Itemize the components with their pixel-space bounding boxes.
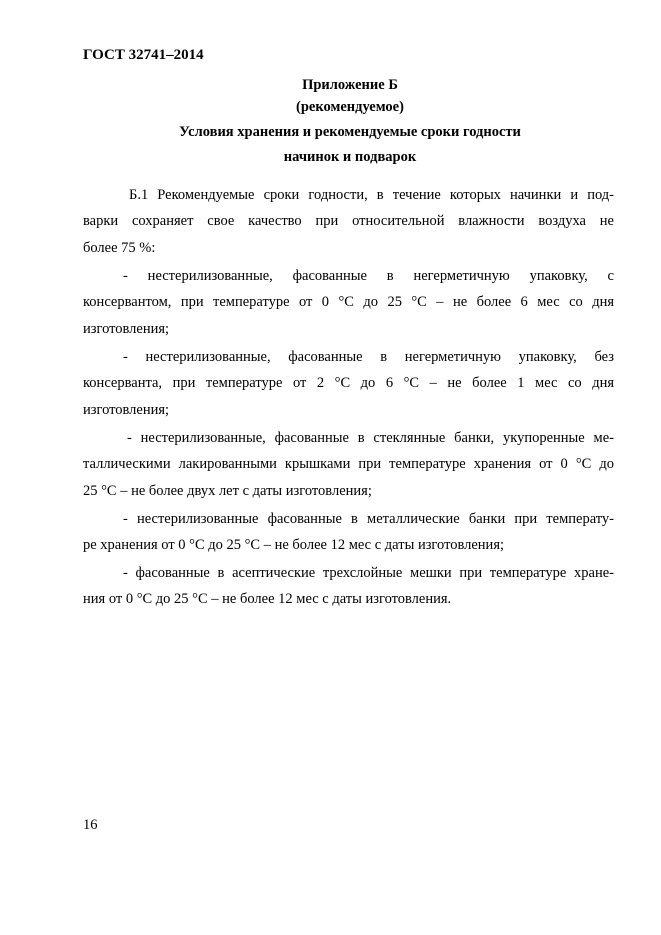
document-id: ГОСТ 32741–2014 [83,47,204,63]
paragraph-3-line-2: консерванта, при температуре от 2 °С до 6 °С – не более 1 мес со дня [83,375,614,391]
paragraph-4-line-2: таллическими лакированными крышками при температуре хранения от 0 °С до [83,456,614,472]
appendix-status: (рекомендуемое) [296,99,404,115]
paragraph-5-line-1: - нестерилизованные фасованные в металлические банки при температу- [123,511,614,527]
paragraph-5-line-2: ре хранения от 0 °С до 25 °С – не более 12 мес с даты изготовления; [83,537,505,553]
page-number: 16 [83,817,98,833]
appendix-subtitle-line-2: начинок и подварок [283,149,417,165]
paragraph-2-line-1: - нестерилизованные, фасованные в негерметичную упаковку, с [123,268,614,284]
paragraph-1-line-1: Б.1 Рекомендуемые сроки годности, в течение которых начинки и под- [129,187,614,203]
paragraph-6-line-1: - фасованные в асептические трехслойные мешки при температуре хране- [123,565,614,581]
paragraph-2-line-2: консервантом, при температуре от 0 °С до 25 °С – не более 6 мес со дня [83,294,614,310]
paragraph-2-line-3: изготовления; [83,321,170,337]
paragraph-4-line-1: - нестерилизованные, фасованные в стеклянные банки, укупоренные ме- [127,430,614,446]
appendix-title: Приложение Б [302,77,398,93]
paragraph-3-line-1: - нестерилизованные, фасованные в негерметичную упаковку, без [123,349,614,365]
paragraph-1-line-3: более 75 %: [83,240,156,256]
paragraph-1-line-2: варки сохраняет свое качество при относительной влажности воздуха не [83,213,614,229]
paragraph-3-line-3: изготовления; [83,402,170,418]
paragraph-4-line-3: 25 °С – не более двух лет с даты изготовления; [83,483,372,499]
appendix-subtitle-line-1: Условия хранения и рекомендуемые сроки годности [179,124,521,140]
paragraph-6-line-2: ния от 0 °С до 25 °С – не более 12 мес с даты изготовления. [83,591,452,607]
